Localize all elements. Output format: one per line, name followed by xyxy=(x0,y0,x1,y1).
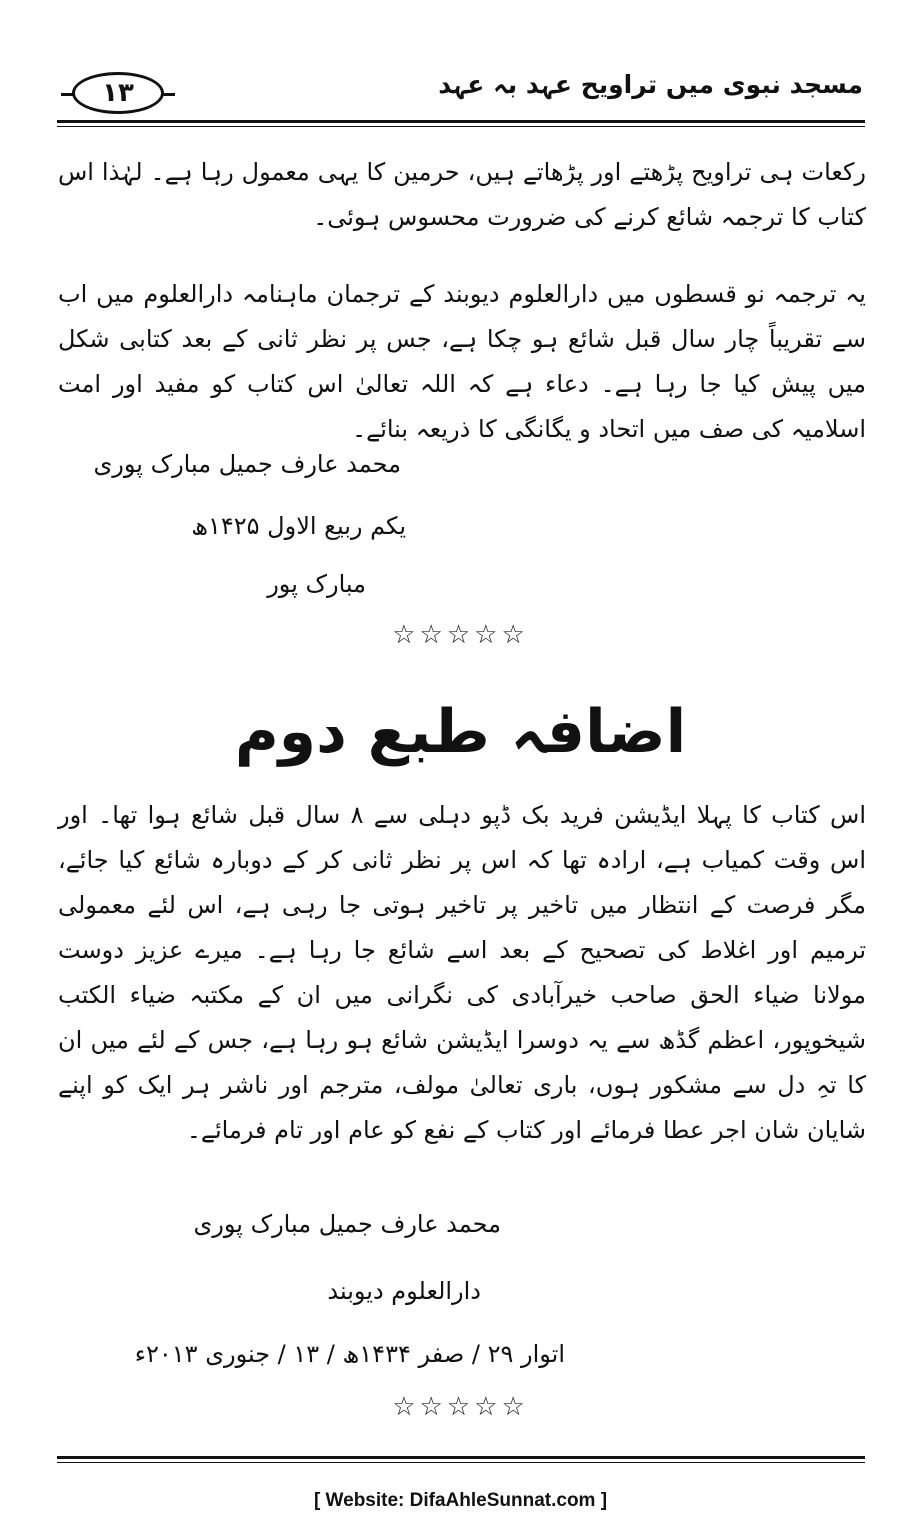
website-footer: [ Website: DifaAhleSunnat.com ] xyxy=(313,1490,608,1511)
star-divider: ☆☆☆☆☆ xyxy=(392,620,529,650)
paragraph-translation-note: یہ ترجمہ نو قسطوں میں دارالعلوم دیوبند کے ترجمان ماہنامہ دارالعلوم میں اب سے تقریباً چار سال قبل شائع ہو چکا ہے، جس پر نظر ثانی کے بعد کتابی شکل میں پیش کیا جا رہا ہے۔ دعاء ہے کہ اللہ تعالیٰ اس کتاب کو مفید اور امت اسلامیہ کی صف میں اتحاد و یگانگی کا ذریعہ بنائے۔ xyxy=(58,280,866,443)
signature-place-2: دارالعلوم دیوبند xyxy=(327,1277,481,1305)
star-divider-end: ☆☆☆☆☆ xyxy=(392,1392,529,1422)
signature-date-2: اتوار ۲۹ / صفر ۱۴۳۴ھ / ۱۳ / جنوری ۲۰۱۳ء xyxy=(134,1340,565,1368)
page-number-badge xyxy=(72,72,164,114)
paragraph-continuation: رکعات ہی تراویح پڑھتے اور پڑھاتے ہیں، حرمین کا یہی معمول رہا ہے۔ لہٰذا اس کتاب کا ترجمہ شائع کرنے کی ضرورت محسوس ہوئی۔ xyxy=(58,158,866,231)
header-rule xyxy=(57,120,865,123)
section-heading: اضافہ طبع دوم xyxy=(234,697,687,767)
footer-rule-thin xyxy=(57,1462,865,1463)
signature-place-1: مبارک پور xyxy=(267,570,366,598)
paragraph-second-edition: اس کتاب کا پہلا ایڈیشن فرید بک ڈپو دہلی سے ۸ سال قبل شائع ہوا تھا۔ اور اس وقت کمیاب ہے، ارادہ تھا کہ اس پر نظر ثانی کر کے دوبارہ شائع کیا جائے، مگر فرصت کے انتظار میں تاخیر پر تاخیر ہوتی جا رہی ہے، اس لئے معمولی ترمیم اور اغلاط کی تصحیح کے بعد اسے شائع جا رہا ہے۔ میرے عزیز دوست مولانا ضیاء الحق صاحب خیرآبادی کی نگرانی میں ان کے مکتبہ ضیاء الکتب شیخوپور، اعظم گڈھ سے یہ دوسرا ایڈیشن شائع ہو رہا ہے، جس کے لئے میں ان کا تہِ دل سے مشکور ہوں، باری تعالیٰ مولف، مترجم اور ناشر ہر ایک کو اپنے شایان شان اجر عطا فرمائے اور کتاب کے نفع کو عام اور تام فرمائے۔ xyxy=(58,801,866,1144)
signature-name-1: محمد عارف جمیل مبارک پوری xyxy=(93,450,401,478)
running-title: مسجد نبوی میں تراویح عہد بہ عہد xyxy=(438,70,863,99)
footer-rule xyxy=(57,1456,865,1459)
signature-name-2: محمد عارف جمیل مبارک پوری xyxy=(193,1210,501,1238)
signature-date-1: یکم ربیع الاول ۱۴۲۵ھ xyxy=(191,512,406,540)
page-number: ۱۳ xyxy=(102,78,134,108)
header-rule-thin xyxy=(57,126,865,127)
